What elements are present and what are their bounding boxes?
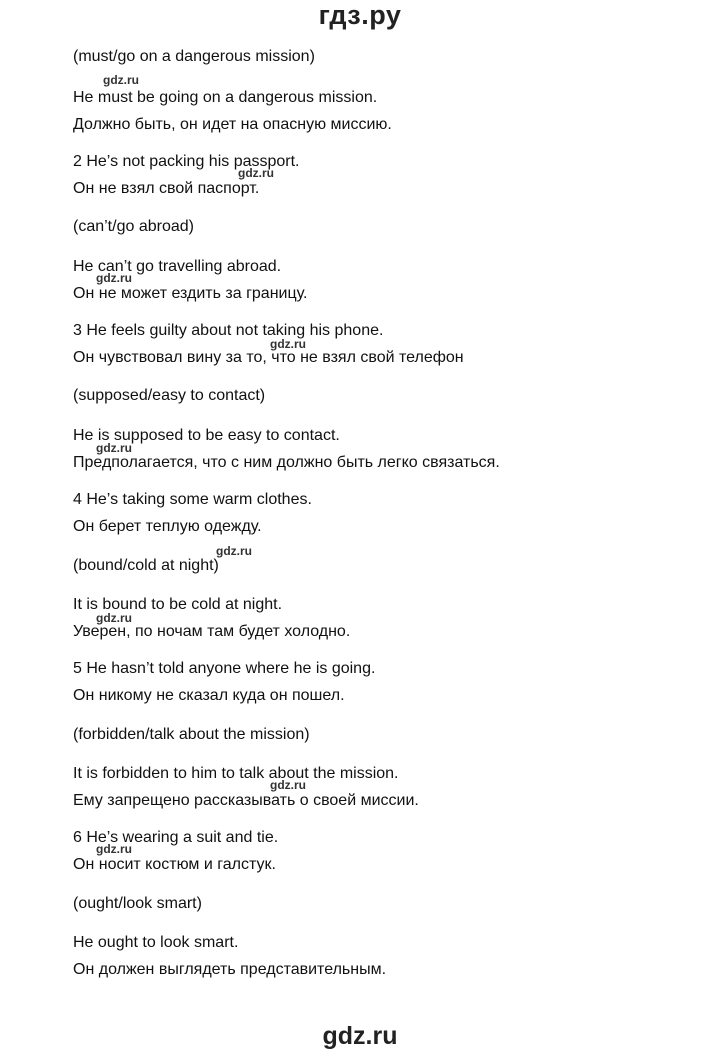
text-line: Уверен, по ночам там будет холодно. bbox=[73, 623, 351, 640]
page-header-title: гдз.ру bbox=[318, 0, 402, 30]
text-line: 5 He hasn’t told anyone where he is going. bbox=[73, 660, 376, 677]
text-line: Он не взял свой паспорт. bbox=[73, 180, 260, 197]
text-line: He can’t go travelling abroad. bbox=[73, 258, 282, 275]
watermark: gdz.ru bbox=[96, 441, 132, 455]
text-line: He must be going on a dangerous mission. bbox=[73, 89, 378, 106]
watermark: gdz.ru bbox=[96, 842, 132, 856]
text-line: (can’t/go abroad) bbox=[73, 218, 194, 235]
text-line: Он никому не сказал куда он пошел. bbox=[73, 687, 345, 704]
watermark: gdz.ru bbox=[216, 544, 252, 558]
text-line: Он чувствовал вину за то, что не взял свой телефон bbox=[73, 349, 464, 366]
watermark: gdz.ru bbox=[270, 778, 306, 792]
text-line: Он носит костюм и галстук. bbox=[73, 856, 276, 873]
text-line: He is supposed to be easy to contact. bbox=[73, 427, 340, 444]
watermark: gdz.ru bbox=[96, 611, 132, 625]
text-line: It is bound to be cold at night. bbox=[73, 596, 283, 613]
text-line: Он берет теплую одежду. bbox=[73, 518, 262, 535]
page-footer-title: gdz.ru bbox=[322, 1022, 398, 1050]
text-line: (must/go on a dangerous mission) bbox=[73, 48, 315, 65]
text-line: (ought/look smart) bbox=[73, 895, 202, 912]
text-line: 4 He’s taking some warm clothes. bbox=[73, 491, 312, 508]
text-line: Он не может ездить за границу. bbox=[73, 285, 308, 302]
watermark: gdz.ru bbox=[103, 73, 139, 87]
text-line: Он должен выглядеть представительным. bbox=[73, 961, 387, 978]
text-line: He ought to look smart. bbox=[73, 934, 239, 951]
text-line: (forbidden/talk about the mission) bbox=[73, 726, 310, 743]
text-line: 2 He’s not packing his passport. bbox=[73, 153, 300, 170]
text-line: Должно быть, он идет на опасную миссию. bbox=[73, 116, 392, 133]
watermark: gdz.ru bbox=[270, 337, 306, 351]
text-line: 6 He’s wearing a suit and tie. bbox=[73, 829, 279, 846]
text-line: 3 He feels guilty about not taking his phone. bbox=[73, 322, 384, 339]
text-line: (bound/cold at night) bbox=[73, 557, 219, 574]
watermark: gdz.ru bbox=[96, 271, 132, 285]
watermark: gdz.ru bbox=[238, 166, 274, 180]
text-line: It is forbidden to him to talk about the mission. bbox=[73, 765, 399, 782]
text-line: (supposed/easy to contact) bbox=[73, 387, 266, 404]
text-line: Предполагается, что с ним должно быть легко связаться. bbox=[73, 454, 500, 471]
text-line: Ему запрещено рассказывать о своей миссии. bbox=[73, 792, 419, 809]
